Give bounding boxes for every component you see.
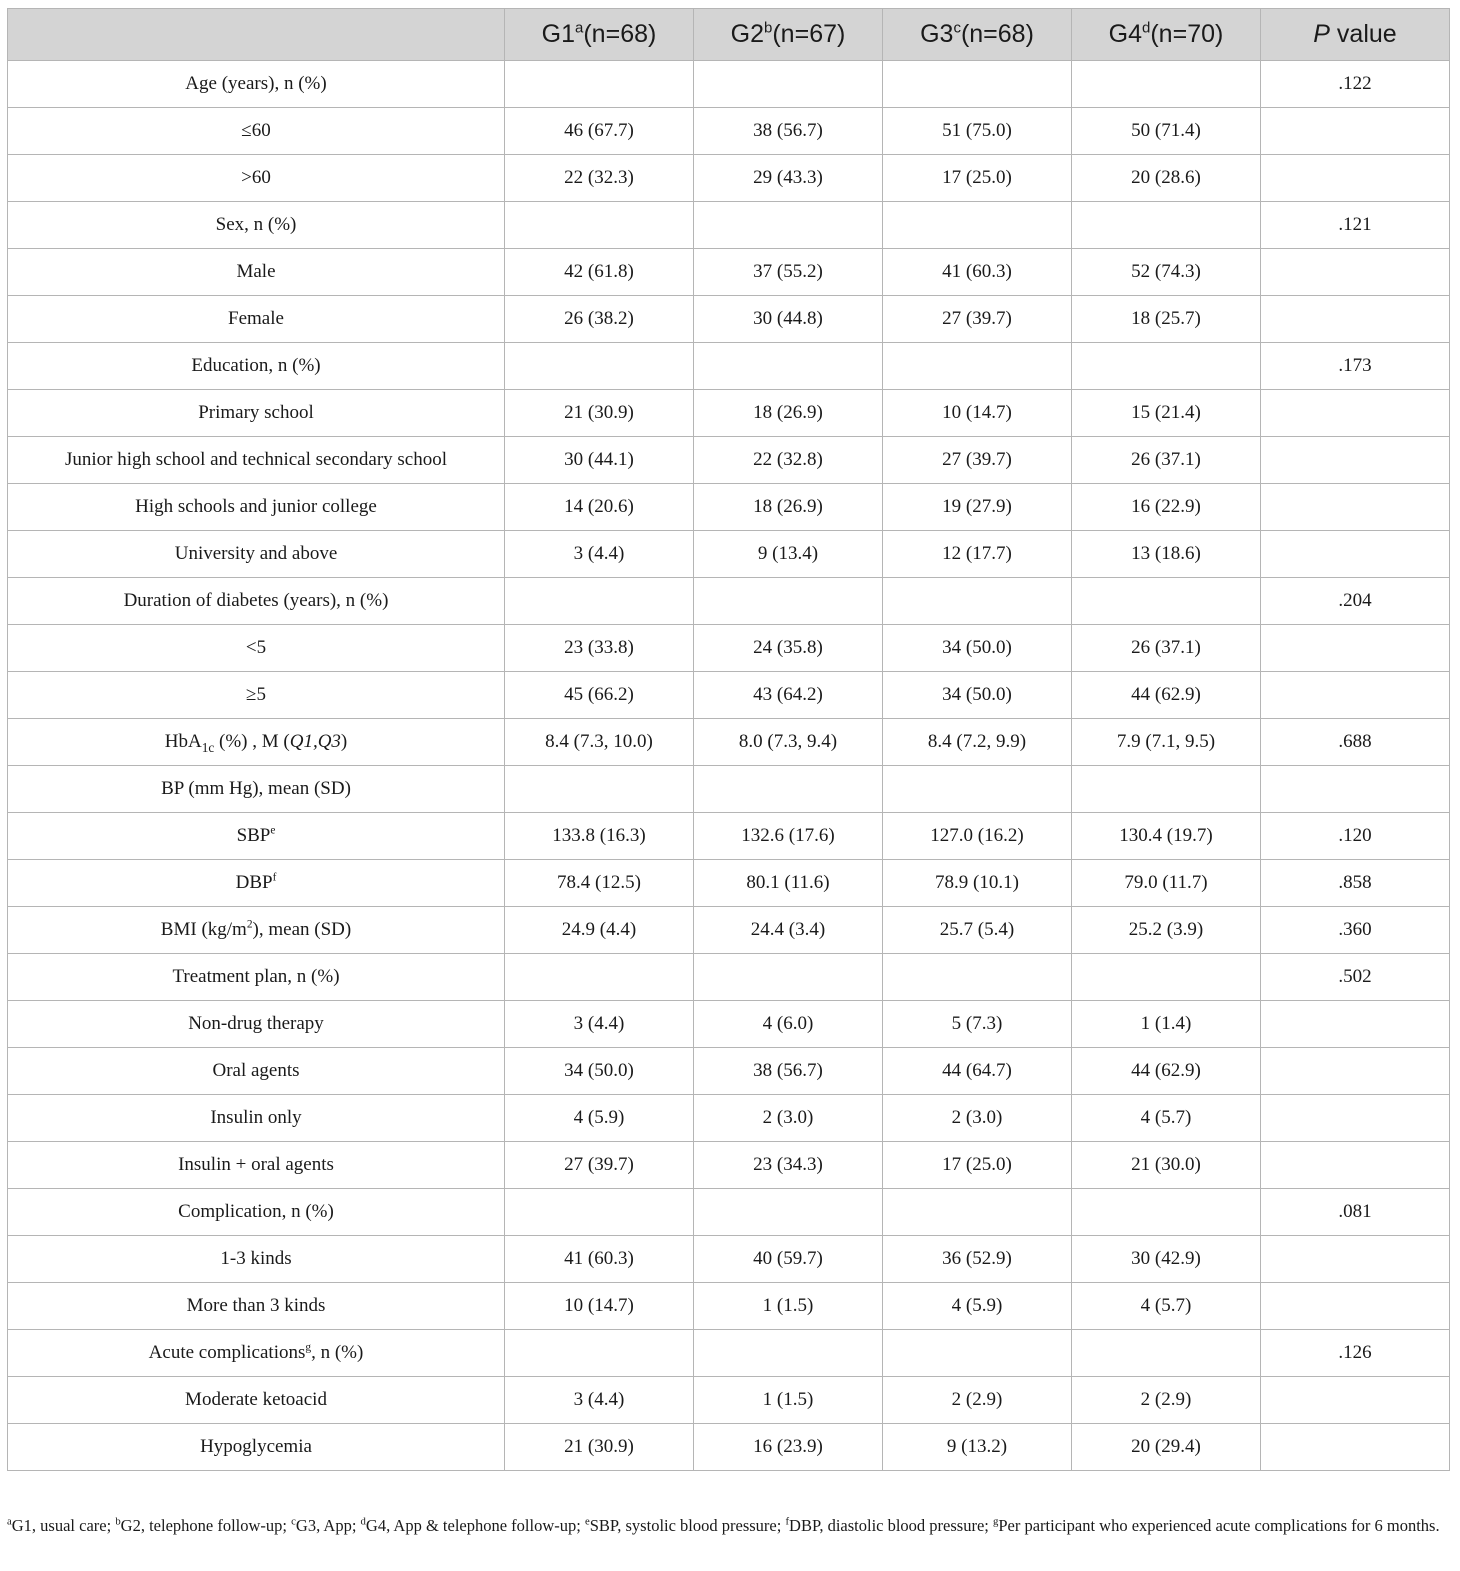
table-row [8,1001,1450,1048]
header-pvalue: P value [1261,9,1450,61]
g3-value: 27 (39.7) [883,437,1072,484]
g1-value: 27 (39.7) [505,1142,694,1189]
g4-value: 16 (22.9) [1072,484,1261,531]
table-row [8,672,1450,719]
g1-value: 3 (4.4) [505,1377,694,1424]
table-row-category [8,907,1450,954]
g1-value: 133.8 (16.3) [505,813,694,860]
table-row [8,1283,1450,1330]
row-label: Primary school [8,390,505,437]
table-row [8,390,1450,437]
g3-value: 2 (2.9) [883,1377,1072,1424]
p-value: .122 [1261,61,1450,108]
g1-value: 23 (33.8) [505,625,694,672]
g1-value: 45 (66.2) [505,672,694,719]
header-g2: $G2^b(n=67)$ [694,9,883,61]
p-value: .120 [1261,813,1450,860]
g1-value: 3 (4.4) [505,531,694,578]
g4-value: 21 (30.0) [1072,1142,1261,1189]
header-g4: $G4^d(n=70)$ [1072,9,1261,61]
g2-value: 8.0 (7.3, 9.4) [694,719,883,766]
g3-value: 78.9 (10.1) [883,860,1072,907]
g4-value: 30 (42.9) [1072,1236,1261,1283]
g1-value: 4 (5.9) [505,1095,694,1142]
table-row [8,625,1450,672]
g4-value: 50 (71.4) [1072,108,1261,155]
header-g1: $G1^a(n=68)$ [505,9,694,61]
row-label: Non-drug therapy [8,1001,505,1048]
g1-value: 21 (30.9) [505,1424,694,1471]
g2-value: 24.4 (3.4) [694,907,883,954]
g3-value: 5 (7.3) [883,1001,1072,1048]
g1-value: 10 (14.7) [505,1283,694,1330]
g4-value: 13 (18.6) [1072,531,1261,578]
p-value: .360 [1261,907,1450,954]
row-label: <5 [8,625,505,672]
category-label: Sex, n (%) [8,202,505,249]
g3-value: 36 (52.9) [883,1236,1072,1283]
table-row-category [8,719,1450,766]
g3-value: 10 (14.7) [883,390,1072,437]
g1-value: 24.9 (4.4) [505,907,694,954]
g2-value: 2 (3.0) [694,1095,883,1142]
header-row [8,9,1450,61]
g2-value: 1 (1.5) [694,1283,883,1330]
row-label: More than 3 kinds [8,1283,505,1330]
category-label: Complication, n (%) [8,1189,505,1236]
g2-value: 43 (64.2) [694,672,883,719]
g4-value: 20 (28.6) [1072,155,1261,202]
category-label: BMI $(kg/m^2)$, mean (SD) [8,907,505,954]
category-label: HbA$_{1c}$ (%) , M (Q1,Q3) [8,719,505,766]
g1-value: 3 (4.4) [505,1001,694,1048]
table-row [8,813,1450,860]
g2-value: 4 (6.0) [694,1001,883,1048]
g3-value: 17 (25.0) [883,1142,1072,1189]
table-row [8,437,1450,484]
table-row [8,484,1450,531]
g3-value: 17 (25.0) [883,155,1072,202]
g3-value: 8.4 (7.2, 9.9) [883,719,1072,766]
g2-value: 38 (56.7) [694,108,883,155]
g3-value: 44 (64.7) [883,1048,1072,1095]
row-label: ≥5 [8,672,505,719]
table-row [8,1142,1450,1189]
g1-value: 26 (38.2) [505,296,694,343]
g3-value: 9 (13.2) [883,1424,1072,1471]
p-value: .081 [1261,1189,1450,1236]
row-label: Oral agents [8,1048,505,1095]
p-value: .502 [1261,954,1450,1001]
g2-value: 80.1 (11.6) [694,860,883,907]
g3-value: 34 (50.0) [883,672,1072,719]
g4-value: 18 (25.7) [1072,296,1261,343]
g2-value: 132.6 (17.6) [694,813,883,860]
table-row-category [8,61,1450,108]
g4-value: 15 (21.4) [1072,390,1261,437]
table-row [8,1424,1450,1471]
g4-value: 26 (37.1) [1072,625,1261,672]
g2-value: 16 (23.9) [694,1424,883,1471]
g2-value: 29 (43.3) [694,155,883,202]
p-value: .173 [1261,343,1450,390]
g3-value: 127.0 (16.2) [883,813,1072,860]
table-row [8,249,1450,296]
g4-value: 4 (5.7) [1072,1283,1261,1330]
row-label: High schools and junior college [8,484,505,531]
table-row-category [8,766,1450,813]
row-label: ≤60 [8,108,505,155]
category-label: BP (mm Hg), mean (SD) [8,766,505,813]
g1-value: 42 (61.8) [505,249,694,296]
g4-value: 7.9 (7.1, 9.5) [1072,719,1261,766]
row-label: DBP$^f$ [8,860,505,907]
g4-value: 4 (5.7) [1072,1095,1261,1142]
row-label: Female [8,296,505,343]
table-row [8,1236,1450,1283]
g3-value: 34 (50.0) [883,625,1072,672]
g3-value: 2 (3.0) [883,1095,1072,1142]
table-footnote: $^a$G1, usual care; $^b$G2, telephone follow-up; $^c$G3, App; $^d$G4, App & telephone follow-up; $^e$SBP, systolic blood pressure; $^f$DBP, diastolic blood pressure; $^g$Per participant who experienced acute complications for 6 months. [7,1515,1440,1535]
g1-value: 8.4 (7.3, 10.0) [505,719,694,766]
row-label: SBP$^e$ [8,813,505,860]
p-value: .121 [1261,202,1450,249]
g3-value: 27 (39.7) [883,296,1072,343]
g1-value: 34 (50.0) [505,1048,694,1095]
g2-value: 40 (59.7) [694,1236,883,1283]
g1-value: 46 (67.7) [505,108,694,155]
g1-value: 21 (30.9) [505,390,694,437]
table-row-category [8,1330,1450,1377]
table-row [8,296,1450,343]
baseline-characteristics-table [7,8,1450,1471]
row-label: Hypoglycemia [8,1424,505,1471]
table-row [8,1048,1450,1095]
table-row [8,1095,1450,1142]
g3-value: 41 (60.3) [883,249,1072,296]
g4-value: 44 (62.9) [1072,672,1261,719]
row-label: Junior high school and technical secondary school [8,437,505,484]
g2-value: 9 (13.4) [694,531,883,578]
g4-value: 2 (2.9) [1072,1377,1261,1424]
category-label: Age (years), n (%) [8,61,505,108]
row-label: University and above [8,531,505,578]
g2-value: 22 (32.8) [694,437,883,484]
g4-value: 25.2 (3.9) [1072,907,1261,954]
p-value: .126 [1261,1330,1450,1377]
g2-value: 23 (34.3) [694,1142,883,1189]
header-empty-cell [8,9,505,61]
row-label: Insulin + oral agents [8,1142,505,1189]
table-row-category [8,343,1450,390]
g4-value: 79.0 (11.7) [1072,860,1261,907]
g2-value: 30 (44.8) [694,296,883,343]
table-row [8,108,1450,155]
g3-value: 12 (17.7) [883,531,1072,578]
g2-value: 24 (35.8) [694,625,883,672]
p-value: .688 [1261,719,1450,766]
header-g3: $G3^c(n=68)$ [883,9,1072,61]
p-value: .858 [1261,860,1450,907]
g2-value: 38 (56.7) [694,1048,883,1095]
g3-value: 25.7 (5.4) [883,907,1072,954]
table-row [8,155,1450,202]
g2-value: 1 (1.5) [694,1377,883,1424]
p-value: .204 [1261,578,1450,625]
g4-value: 26 (37.1) [1072,437,1261,484]
g4-value: 44 (62.9) [1072,1048,1261,1095]
g1-value: 30 (44.1) [505,437,694,484]
g3-value: 19 (27.9) [883,484,1072,531]
row-label: Moderate ketoacid [8,1377,505,1424]
g3-value: 51 (75.0) [883,108,1072,155]
row-label: Insulin only [8,1095,505,1142]
category-label: Education, n (%) [8,343,505,390]
row-label: Male [8,249,505,296]
g2-value: 37 (55.2) [694,249,883,296]
category-label: Treatment plan, n (%) [8,954,505,1001]
g1-value: 41 (60.3) [505,1236,694,1283]
row-label: 1-3 kinds [8,1236,505,1283]
category-label: Acute complications$^g$, n (%) [8,1330,505,1377]
g1-value: 78.4 (12.5) [505,860,694,907]
table-row [8,531,1450,578]
table-row-category [8,578,1450,625]
g4-value: 130.4 (19.7) [1072,813,1261,860]
g1-value: 22 (32.3) [505,155,694,202]
g2-value: 18 (26.9) [694,484,883,531]
table-row-category [8,1189,1450,1236]
g2-value: 18 (26.9) [694,390,883,437]
table-row [8,1377,1450,1424]
table-row [8,860,1450,907]
g4-value: 20 (29.4) [1072,1424,1261,1471]
category-label: Duration of diabetes (years), n (%) [8,578,505,625]
table-row-category [8,954,1450,1001]
table-row-category [8,202,1450,249]
g4-value: 1 (1.4) [1072,1001,1261,1048]
g3-value: 4 (5.9) [883,1283,1072,1330]
g4-value: 52 (74.3) [1072,249,1261,296]
row-label: >60 [8,155,505,202]
g1-value: 14 (20.6) [505,484,694,531]
